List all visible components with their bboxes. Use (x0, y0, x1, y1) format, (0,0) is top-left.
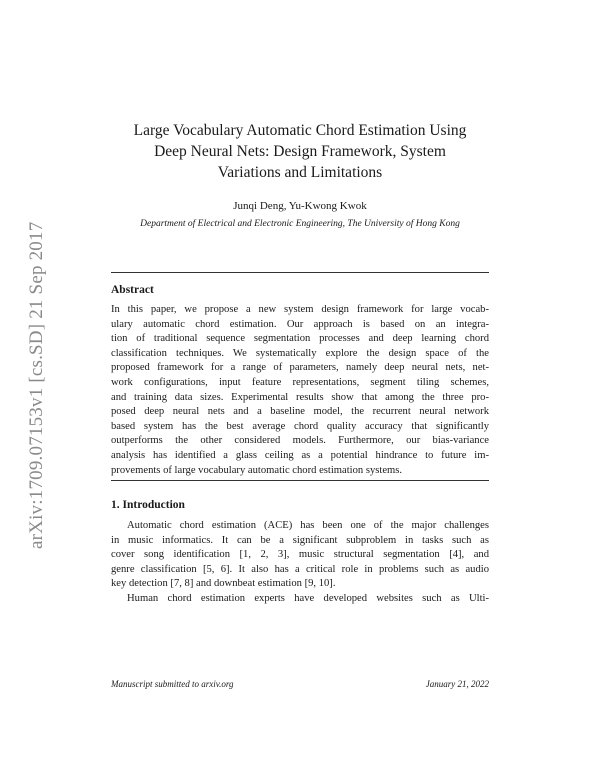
introduction-heading: 1. Introduction (111, 499, 185, 511)
abstract-bottom-rule (111, 480, 489, 481)
author-affiliation: Department of Electrical and Electronic Engineering, The University of Hong Kong (140, 219, 460, 229)
intro-line: in music informatics. It can be a significant subproblem in tasks such as (111, 534, 489, 546)
abstract-line: classification techniques. We systematically explore the design space of the (111, 347, 489, 359)
abstract-body (111, 303, 489, 478)
abstract-line: ulary automatic chord estimation. Our approach is based on an integra- (111, 318, 489, 330)
intro-line: Human chord estimation experts have developed websites such as Ulti- (127, 592, 489, 604)
abstract-line: provements of large vocabulary automatic chord estimation systems. (111, 464, 403, 476)
abstract-line: analysis has identified a glass ceiling as a potential hindrance to future im- (111, 449, 489, 461)
abstract-heading: Abstract (111, 284, 154, 296)
abstract-top-rule (111, 272, 489, 273)
footer-submission-note: Manuscript submitted to arxiv.org (111, 679, 234, 689)
author-list: Junqi Deng, Yu-Kwong Kwok (233, 200, 367, 212)
intro-line: Automatic chord estimation (ACE) has been one of the major challenges (127, 520, 489, 531)
paper-title (100, 120, 500, 183)
title-line-1: Large Vocabulary Automatic Chord Estimation Using (133, 122, 467, 139)
abstract-line: tion of traditional sequence segmentation processes and deep learning chord (111, 333, 489, 345)
intro-line: cover song identification [1, 2, 3], music structural segmentation [4], and (111, 549, 489, 561)
abstract-line: outperforms the other considered models. Furthermore, our bias-variance (111, 435, 489, 447)
abstract-line: based system has the best average chord quality accuracy that significantly (111, 420, 489, 432)
abstract-line: work configurations, input feature representations, segment tiling schemes, (111, 376, 489, 388)
intro-line: genre classification [5, 6]. It also has a critical role in problems such as audio (111, 563, 489, 575)
abstract-line: and training data sizes. Experimental results show that among the three pro- (111, 391, 489, 403)
arxiv-identifier-stamp[interactable]: arXiv:1709.07153v1 [cs.SD] 21 Sep 2017 (26, 221, 47, 549)
abstract-line: posed deep neural nets and a baseline model, the recurrent neural network (111, 406, 489, 418)
abstract-line: In this paper, we propose a new system design framework for large vocab- (111, 304, 489, 315)
intro-line: key detection [7, 8] and downbeat estimation [9, 10]. (111, 578, 336, 590)
introduction-body (111, 519, 489, 607)
title-line-2: Deep Neural Nets: Design Framework, System (154, 143, 446, 160)
abstract-line: proposed framework for a range of parameters, namely deep neural nets, net- (111, 362, 489, 374)
footer-date: January 21, 2022 (425, 679, 489, 689)
title-line-3: Variations and Limitations (217, 164, 383, 181)
